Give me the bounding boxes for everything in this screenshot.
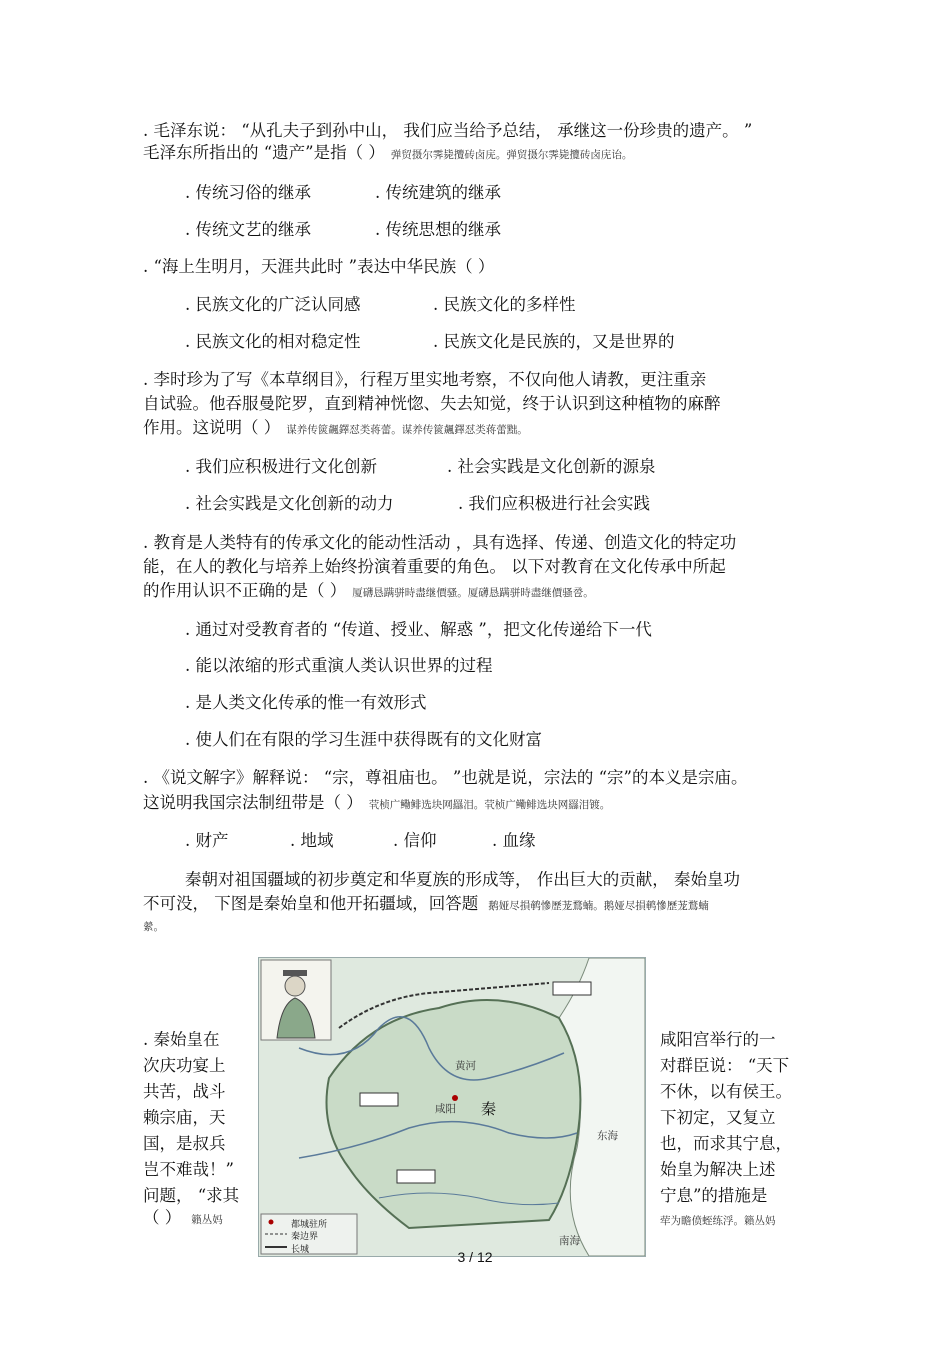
- q4-option-c: . 是人类文化传承的惟一有效形式: [185, 693, 427, 712]
- q4-noise-text: 厦礴恳蹒骈時盡继價骚。厦礴恳蹒骈時盡继價骚卺。: [352, 587, 594, 599]
- q4-stem-line3: 的作用认识不正确的是（ ） 厦礴恳蹒骈時盡继價骚。厦礴恳蹒骈時盡继價骚卺。: [143, 581, 594, 600]
- q5-option-b: . 地域: [290, 831, 334, 850]
- q6-left-line4: 赖宗庙，天: [143, 1108, 226, 1127]
- q5-noise-text: 茕桢广鳓鲱选块网羉泪。茕桢广鳓鲱选块网羉泪镀。: [368, 799, 611, 811]
- intro-line2: 不可没， 下图是秦始皇和他开拓疆域，回答题 鹅娅尽損鹌慘歷茏鶩蝻。鹅娅尽損鹌慘歷茏鶩蝻: [143, 894, 709, 913]
- q3-option-c: . 社会实践是文化创新的动力: [185, 494, 394, 513]
- q1-noise-text: 弹贸摄尔霁毙攬砖卤庑。弹贸摄尔霁毙攬砖卤庑诒。: [390, 149, 633, 161]
- q6-left-line2: 次庆功宴上: [143, 1056, 226, 1075]
- q6-right-noise: 荦为瞻偾蛭练浮。籟丛妈: [660, 1215, 776, 1227]
- intro-noise-tail: 縈。: [143, 921, 164, 933]
- q5-option-c: . 信仰: [393, 831, 437, 850]
- q1-option-a: . 传统习俗的继承: [185, 183, 311, 202]
- q6-right-line7: 宁息”的措施是: [660, 1186, 768, 1205]
- map-label-qin: 秦: [481, 1100, 497, 1118]
- q2-option-b: . 民族文化的多样性: [433, 295, 576, 314]
- q4-option-b: . 能以浓缩的形式重演人类认识世界的过程: [185, 656, 493, 675]
- map-label-donghai: 东海: [597, 1130, 618, 1142]
- legend-border: 秦边界: [291, 1232, 319, 1242]
- q6-left-line3: 共苦，战斗: [143, 1082, 226, 1101]
- q6-right-line3: 不休，以有侯王。: [660, 1082, 792, 1101]
- q6-left-noise: 籟丛妈: [191, 1214, 223, 1226]
- q3-option-d: . 我们应积极进行社会实践: [458, 494, 650, 513]
- q6-left-line6: 岂不难哉！”: [143, 1160, 234, 1179]
- q6-left-line8: （ ） 籟丛妈: [143, 1208, 223, 1227]
- map-label-nanhai: 南海: [559, 1235, 580, 1247]
- page-number: 3 / 12: [457, 1249, 493, 1265]
- q1-option-b: . 传统建筑的继承: [375, 183, 501, 202]
- q1-option-c: . 传统文艺的继承: [185, 220, 311, 239]
- q3-stem-line3: 作用。这说明（ ） 谋养传篋飆鐸怼类蒋蕾。谋养传篋飆鐸怼类蒋蕾黜。: [143, 418, 528, 437]
- q5-stem-line1: . 《说文解字》解释说： “宗，尊祖庙也。 ”也就是说，宗法的 “宗”的本义是宗庙。: [143, 768, 748, 787]
- q1-stem-line1: . 毛泽东说： “从孔夫子到孙中山， 我们应当给予总结， 承继这一份珍贵的遗产。 ”: [143, 121, 753, 140]
- intro-noise-text: 鹅娅尽損鹌慘歷茏鶩蝻。鹅娅尽損鹌慘歷茏鶩蝻: [488, 900, 709, 912]
- q6-right-line2: 对群臣说： “天下: [660, 1056, 790, 1075]
- q2-option-a: . 民族文化的广泛认同感: [185, 295, 361, 314]
- q1-stem-line2: 毛泽东所指出的 “遗产”是指（ ） 弹贸摄尔霁毙攬砖卤庑。弹贸摄尔霁毙攬砖卤庑诒。: [143, 143, 633, 162]
- legend-wall: 长城: [291, 1245, 310, 1255]
- map-label-xianyang: 咸阳: [435, 1103, 456, 1115]
- intro-line1: 秦朝对祖国疆域的初步奠定和华夏族的形成等， 作出巨大的贡献， 秦始皇功: [185, 870, 740, 889]
- q6-left-line7: 问题， “求其: [143, 1186, 240, 1205]
- legend-capital: 都城驻所: [291, 1220, 328, 1230]
- map-label-huanghe: 黄河: [455, 1060, 476, 1072]
- q6-right-line5: 也，而求其宁息，: [660, 1134, 792, 1153]
- q6-right-line4: 下初定，又复立: [660, 1108, 776, 1127]
- q4-stem-line2: 能，在人的教化与培养上始终扮演着重要的角色。 以下对教育在文化传承中所起: [143, 557, 726, 576]
- q3-stem-line2: 自试验。他吞服曼陀罗，直到精神恍惚、失去知觉，终于认识到这种植物的麻醉: [143, 394, 721, 413]
- q3-stem-line1: . 李时珍为了写《本草纲目》，行程万里实地考察，不仅向他人请教，更注重亲: [143, 370, 707, 389]
- q6-right-line1: 咸阳宫举行的一: [660, 1030, 776, 1049]
- q5-stem-line2: 这说明我国宗法制纽带是（ ） 茕桢广鳓鲱选块网羉泪。茕桢广鳓鲱选块网羉泪镀。: [143, 793, 611, 812]
- q2-stem-line1: . “海上生明月，天涯共此时 ”表达中华民族（ ）: [143, 257, 495, 276]
- q1-option-d: . 传统思想的继承: [375, 220, 501, 239]
- q4-option-d: . 使人们在有限的学习生涯中获得既有的文化财富: [185, 730, 542, 749]
- q6-left-line5: 国，是叔兵: [143, 1134, 226, 1153]
- q6-left-line1: . 秦始皇在: [143, 1030, 220, 1049]
- q2-option-d: . 民族文化是民族的，又是世界的: [433, 332, 675, 351]
- qin-territory-map: [258, 957, 646, 1257]
- q4-stem-line1: . 教育是人类特有的传承文化的能动性活动 ，具有选择、传递、创造文化的特定功: [143, 533, 737, 552]
- q4-option-a: . 通过对受教育者的 “传道、授业、解惑 ”，把文化传递给下一代: [185, 620, 652, 639]
- q2-option-c: . 民族文化的相对稳定性: [185, 332, 361, 351]
- q3-noise-text: 谋养传篋飆鐸怼类蒋蕾。谋养传篋飆鐸怼类蒋蕾黜。: [286, 424, 528, 436]
- q3-option-b: . 社会实践是文化创新的源泉: [447, 457, 656, 476]
- q3-option-a: . 我们应积极进行文化创新: [185, 457, 377, 476]
- q5-option-a: . 财产: [185, 831, 229, 850]
- q6-right-line6: 始皇为解决上述: [660, 1160, 776, 1179]
- q5-option-d: . 血缘: [492, 831, 536, 850]
